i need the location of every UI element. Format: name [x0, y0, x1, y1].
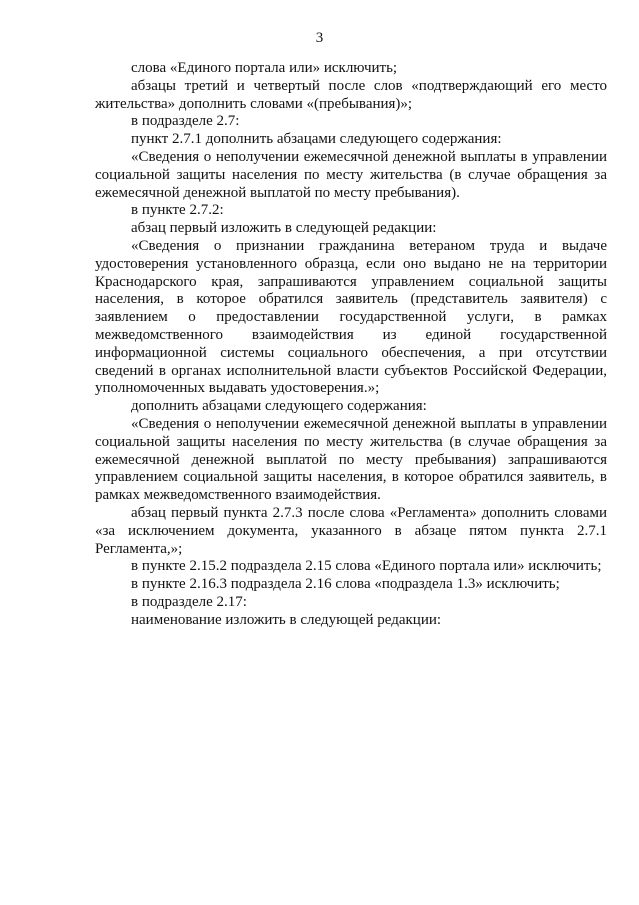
paragraph-8: «Сведения о признании гражданина ветераном труда и выдаче удостоверения установленного образца, если оно выдано не на территории Краснодарского края, запрашиваются управлением социальной защиты населения, в которое обратился заявитель (представитель заявителя) с заявлением о предоставлении государственной услуги, в рамках межведомственного взаимодействия из единой государственной информационной системы социального обеспечения, а при отсутствии сведений в органах исполнительной власти субъектов Российской Федерации, уполномоченных выдавать удостоверения.»;	[95, 237, 607, 397]
paragraph-7: абзац первый изложить в следующей редакции:	[131, 220, 437, 237]
paragraph-4: пункт 2.7.1 дополнить абзацами следующего содержания:	[131, 131, 502, 148]
paragraph-15: наименование изложить в следующей редакции:	[131, 611, 442, 628]
paragraph-13: в пункте 2.16.3 подраздела 2.16 слова «подраздела 1.3» исключить;	[131, 576, 560, 593]
paragraph-1: слова «Единого портала или» исключить;	[131, 60, 398, 76]
paragraph-11: абзац первый пункта 2.7.3 после слова «Регламента» дополнить словами «за исключением документа, указанного в абзаце пятом пункта 2.7.1 Регламента,»;	[95, 504, 607, 557]
paragraph-3: в подразделе 2.7:	[131, 113, 240, 130]
paragraph-2: абзацы третий и четвертый после слов «подтверждающий его место жительства» дополнить словами «(пребывания)»;	[95, 77, 607, 112]
paragraph-9: дополнить абзацами следующего содержания:	[131, 398, 427, 415]
paragraph-10: «Сведения о неполучении ежемесячной денежной выплаты в управлении социальной защиты населения по месту жительства (в случае обращения за ежемесячной денежной выплатой по месту пребывания) запрашиваются управлением социальной защиты населения, в которое обратился заявитель, в рамках межведомственного взаимодействия.	[95, 415, 607, 504]
document-body	[95, 60, 607, 630]
paragraph-6: в пункте 2.7.2:	[131, 202, 224, 219]
paragraph-5: «Сведения о неполучении ежемесячной денежной выплаты в управлении социальной защиты населения по месту жительства (в случае обращения за ежемесячной денежной выплатой по месту пребывания).	[95, 148, 607, 201]
paragraph-14: в подразделе 2.17:	[131, 593, 247, 610]
page-number: 3	[315, 30, 324, 46]
paragraph-12: в пункте 2.15.2 подраздела 2.15 слова «Единого портала или» исключить;	[131, 558, 602, 575]
